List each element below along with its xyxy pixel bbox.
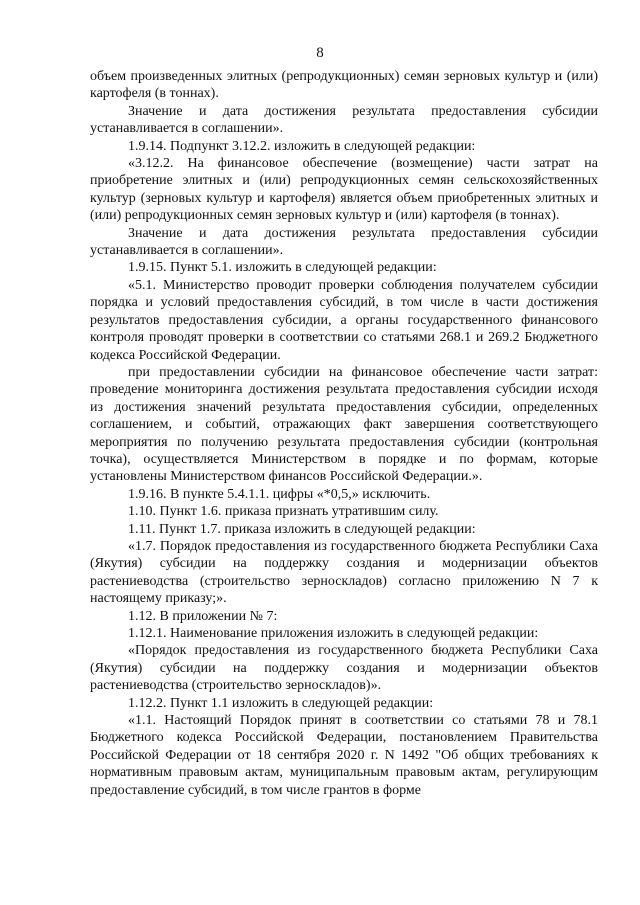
paragraph: объем произведенных элитных (репродукционных) семян зерновых культур и (или) картофеля (в тоннах). xyxy=(90,69,598,102)
paragraph: «1.1. Настоящий Порядок принят в соответствии со статьями 78 и 78.1 Бюджетного кодекса Российской Федерации, постановлением Правительства Российской Федерации от 18 сентября 2020 г. N 1492 "Об общих требованиях к нормативным правовым актам, муниципальным правовым актам, регулирующим предоставление субсидий, в том числе грантов в форме xyxy=(90,713,598,798)
paragraph: при предоставлении субсидии на финансовое обеспечение части затрат: проведение мониторинга достижения результата предоставления субсидии исходя из достижения значений результата предоставления субсидии, определенных соглашением, и событий, отражающих факт завершения соответствующего мероприятия по получению результата предоставления субсидии (контрольная точка), осуществляется Министерством в порядке и по формам, которые установлены Министерством финансов Российской Федерации.». xyxy=(90,364,598,485)
paragraph: 1.12. В приложении № 7: xyxy=(128,608,278,624)
paragraph: «3.12.2. На финансовое обеспечение (возмещение) части затрат на приобретение элитных и (или) репродукционных семян сельскохозяйственных культур (зерновых культур и картофеля) является объем приобретенных элитных и (или) репродукционных семян зерновых культур и (или) картофеля (в тоннах). xyxy=(90,156,598,224)
paragraph: 1.12.1. Наименование приложения изложить в следующей редакции: xyxy=(128,626,539,641)
document-body xyxy=(90,68,598,799)
paragraph: 1.9.14. Подпункт 3.12.2. изложить в следующей редакции: xyxy=(128,138,476,154)
paragraph: «Порядок предоставления из государственного бюджета Республики Саха (Якутия) субсидии на поддержку создания и модернизации объектов растениеводства (строительство зерноскладов)». xyxy=(90,643,598,694)
paragraph: 1.10. Пункт 1.6. приказа признать утратившим силу. xyxy=(128,504,439,520)
paragraph: 1.9.16. В пункте 5.4.1.1. цифры «*0,5,» исключить. xyxy=(128,486,431,502)
paragraph: 1.11. Пункт 1.7. приказа изложить в следующей редакции: xyxy=(128,521,476,537)
paragraph: 1.12.2. Пункт 1.1 изложить в следующей редакции: xyxy=(128,695,434,711)
page-number: 8 xyxy=(316,45,324,61)
paragraph: 1.9.15. Пункт 5.1. изложить в следующей редакции: xyxy=(128,260,437,276)
paragraph: Значение и дата достижения результата предоставления субсидии устанавливается в соглашении». xyxy=(90,225,598,259)
paragraph: «5.1. Министерство проводит проверки соблюдения получателем субсидии порядка и условий предоставления субсидий, в том числе в части достижения результатов предоставления субсидии, а органы государственного финансового контроля проводят проверки в соответствии со статьями 268.1 и 269.2 Бюджетного кодекса Российской Федерации. xyxy=(90,277,598,363)
paragraph: Значение и дата достижения результата предоставления субсидии устанавливается в соглашении». xyxy=(90,103,598,137)
paragraph: «1.7. Порядок предоставления из государственного бюджета Республики Саха (Якутия) субсидии на поддержку создания и модернизации объектов растениеводства (строительство зерноскладов) согласно приложению N 7 к настоящему приказу;». xyxy=(90,538,598,607)
